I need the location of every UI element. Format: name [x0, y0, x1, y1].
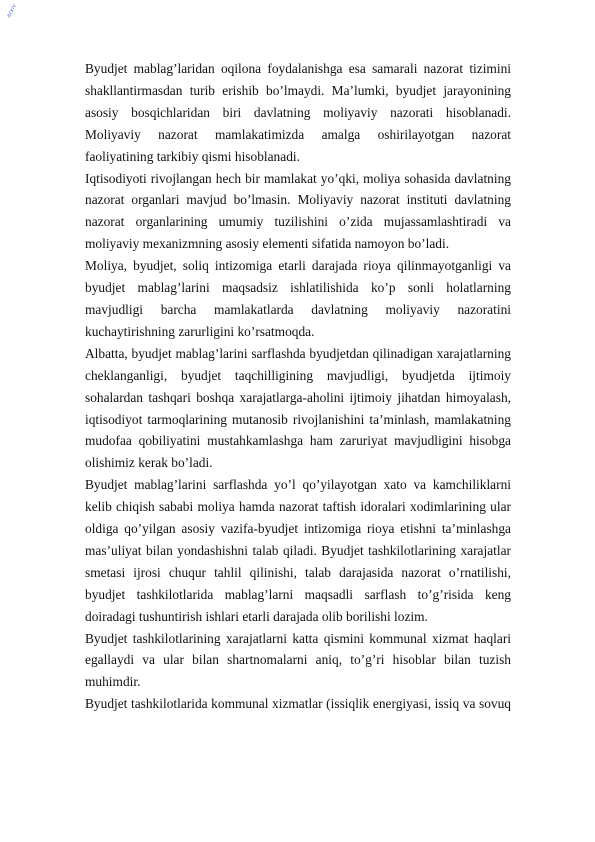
- paragraph-5: Byudjet mablag’larini sarflashda yo’l qo’yilayotgan xato va kamchiliklarni kelib chiqish sababi moliya hamda nazorat taftish idoralari xodimlarining ular oldiga qo’yilgan asosiy vazifa-byudjet intizomiga rioya etishni ta’minlashga mas’uliyat bilan yondashishni talab qiladi. Byudjet tashkilotlarining xarajatlar smetasi ijrosi chuqur tahlil qilinishi, talab darajasida nazorat o’rnatilishi, byudjet tashkilotlarida mablag’larni maqsadli sarflash to’g’risida keng doiradagi tushuntirish ishlari etarli darajada olib borilishi lozim.: [85, 477, 511, 624]
- paragraph-2: Iqtisodiyoti rivojlangan hech bir mamlakat yo’qki, moliya sohasida davlatning nazorat organlari mavjud bo’lmasin. Moliyaviy nazorat instituti davlatning nazorat organlarining umumiy tuzilishini o’zida mujassamlashtiradi va moliyaviy mexanizmning asosiy elementi sifatida namoyon bo’ladi.: [85, 170, 511, 252]
- paragraph-4: Albatta, byudjet mablag’larini sarflashda byudjetdan qilinadigan xarajatlarning cheklanganligi, byudjet taqchilligining mavjudligi, byudjetda ijtimoiy sohalardan tashqari boshqa xarajatlarga-aholini ijtimoiy jihatdan himoyalash, iqtisodiyot tarmoqlarining mutanosib rivojlanishini ta’minlash, mamlakatning mudofaa qobiliyatini mustahkamlashga ham zaruriyat mavjudligini hisobga olishimiz kerak bo’ladi.: [85, 345, 511, 471]
- paragraph-7: Byudjet tashkilotlarida kommunal xizmatlar (issiqlik energiyasi, issiq va sovuq: [85, 696, 511, 712]
- paragraph-6: Byudjet tashkilotlarining xarajatlarni katta qismini kommunal xizmat haqlari egallaydi va ular bilan shartnomalarni aniq, to’g’ri hisoblar bilan tuzish muhimdir.: [85, 630, 511, 690]
- paragraph-1: Byudjet mablag’laridan oqilona foydalanishga esa samarali nazorat tizimini shakllantirmasdan turib erishib bo’lmaydi. Ma’lumki, byudjet jarayonining asosiy bosqichlaridan biri davlatning moliyaviy nazorati hisoblanadi. Moliyaviy nazorat mamlakatimizda amalga oshirilayotgan nazorat faoliyatining tarkibiy qismi hisoblanadi.: [85, 61, 511, 164]
- paragraph-3: Moliya, byudjet, soliq intizomiga etarli darajada rioya qilinmayotganligi va byudjet mablag’larini maqsadsiz ishlatilishida ko’p sonli holatlarning mavjudligi barcha mamlakatlarda davlatning moliyaviy nazoratini kuchaytirishning zarurligini ko’rsatmoqda.: [85, 258, 511, 339]
- watermark: arxiv: [6, 3, 19, 19]
- document-body: [85, 58, 511, 715]
